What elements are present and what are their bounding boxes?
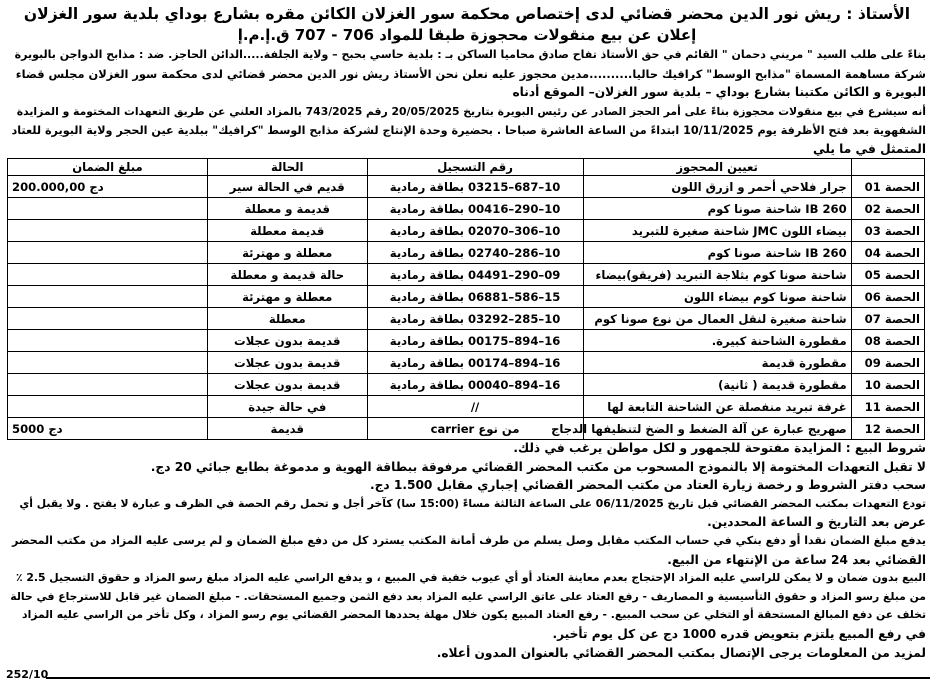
item-cell: IB 260 شاحنة صونا كوم xyxy=(583,198,851,220)
footer xyxy=(6,668,930,682)
guarantee-cell xyxy=(8,286,208,308)
condition-cell: في حالة جيدة xyxy=(207,396,367,418)
guarantee-cell xyxy=(8,220,208,242)
terms-line: لا تقبل التعهدات المختومة إلا بالنموذج المسحوب من مكتب المحضر القضائي مرفوقة ببطاقة الهوية و مدموغة بطابع جبائي 20 دج. xyxy=(150,459,926,474)
terms-line: عرض بعد التاريخ و الساعة المحددين. xyxy=(707,515,926,530)
terms-line: من مبلغ رسو المزاد و حقوق التأسيسية و المصاريف - رفع العتاد على عاتق الراسي عليه المزاد بعد دفع الثمن وجميع المستحقات. - مبلغ الضمان غير قابل للاسترجاع في حالة xyxy=(10,589,926,603)
header-guarantee: مبلغ الضمان xyxy=(8,159,208,176)
lot-cell: الحصة 04 xyxy=(851,242,924,264)
table-row xyxy=(8,242,925,264)
header-lot xyxy=(851,159,924,176)
registration-cell: // xyxy=(367,396,583,418)
item-cell: شاحنة صونا كوم بيضاء اللون xyxy=(583,286,851,308)
publication-code: 252/10 xyxy=(6,668,49,681)
item-cell: مقطورة قديمة xyxy=(583,352,851,374)
table-row xyxy=(8,374,925,396)
item-cell: غرفة تبريد منفصلة عن الشاحنة التابعة لها xyxy=(583,396,851,418)
condition-cell: قديمة و معطلة xyxy=(207,198,367,220)
item-cell: IB 260 شاحنة صونا كوم xyxy=(583,242,851,264)
guarantee-cell xyxy=(8,198,208,220)
registration-cell: 10–290–00416 بطاقة رمادية xyxy=(367,198,583,220)
lot-cell: الحصة 06 xyxy=(851,286,924,308)
item-cell: جرار فلاحي أحمر و ازرق اللون xyxy=(583,176,851,198)
table-row xyxy=(8,198,925,220)
terms-line: يدفع مبلغ الضمان نقدا أو دفع بنكي في حساب المكتب مقابل وصل يسلم من طرف أمانة المكتب يسترد كل من دفع مبلغ الضمان و لم يرسى عليه المزاد من مكتب المحضر xyxy=(12,533,926,547)
declaration-line: أنه سيشرع في بيع منقولات محجوزة بناءً على أمر الحجز الصادر عن رئيس البويرة بتاريخ 20/05/2025 رقم 743/2025 بالمزاد العلني عن طريق التعهدات المختومة و المزايدة xyxy=(16,105,926,118)
declaration-line: الشفهوية بعد فتح الأظرفة يوم 10/11/2025 ابتداءً من الساعة العاشرة صباحا . بحضيرة وحدة الإنتاج لشركة مذابح الوسط "كرافيك" ببلدية عين الحجر ولاية البويرة للعتاد xyxy=(11,123,926,137)
table-row xyxy=(8,418,925,440)
registration-cell: 16–894–00040 بطاقة رمادية xyxy=(367,374,583,396)
sale-terms xyxy=(10,439,926,662)
registration-cell: 10–285–03292 بطاقة رمادية xyxy=(367,308,583,330)
terms-line: سحب دفتر الشروط و رخصة زيارة العتاد من مكتب المحضر القضائي إجباري مقابل 1.500 دج. xyxy=(369,478,926,493)
lot-cell: الحصة 12 xyxy=(851,418,924,440)
condition-cell: معطلة xyxy=(207,308,367,330)
registration-cell: 16–894–00175 بطاقة رمادية xyxy=(367,330,583,352)
table-row xyxy=(8,264,925,286)
terms-line: تخلف عن دفع المبالغ المستحقة أو التخلي عن سحب المبيع. - رفع العتاد المبيع يكون خلال مهلة يحددها المحضر القضائي يوم رسو المزاد ، وكل تأخر من الراسي عليه المزاد xyxy=(22,608,926,622)
condition-cell: قديمة بدون عجلات xyxy=(207,330,367,352)
footer-divider xyxy=(46,677,930,679)
guarantee-cell xyxy=(8,396,208,418)
table-row xyxy=(8,330,925,352)
lot-cell: الحصة 08 xyxy=(851,330,924,352)
condition-cell: قديمة بدون عجلات xyxy=(207,352,367,374)
table-row xyxy=(8,176,925,198)
guarantee-cell xyxy=(8,374,208,396)
guarantee-cell: 5000 دج xyxy=(8,418,208,440)
terms-line: في رفع المبيع يلتزم بتعويض قدره 1000 دج عن كل يوم تأخير. xyxy=(552,626,926,641)
guarantee-cell xyxy=(8,352,208,374)
guarantee-cell xyxy=(8,242,208,264)
header-registration: رقم التسجيل xyxy=(367,159,583,176)
condition-cell: قديمة بدون عجلات xyxy=(207,374,367,396)
registration-cell: 16–894–00174 بطاقة رمادية xyxy=(367,352,583,374)
terms-line: تودع التعهدات بمكتب المحضر القضائي قبل تاريخ 06/11/2025 على الساعة الثالثة مساءً (15:00 سا) كآخر أجل و تحمل رقم الحصة في الظرف و عبارة لا يفتح . ولا يقبل أي xyxy=(19,496,926,510)
registration-cell: 09–290–04491 بطاقة رمادية xyxy=(367,264,583,286)
intro-line: البويرة و الكائن مكتبنا بشارع بوداي – بلدية سور الغزلان– الموقع أدناه xyxy=(512,85,926,100)
terms-line: البيع بدون ضمان و لا يمكن للراسي عليه المزاد الإحتجاج بعدم معاينة العتاد أو أي عيوب خفية في المبيع ، و يدفع الراسي عليه المزاد مبلغ رسو المزاد و حقوق التسجيل 2.5 ٪ xyxy=(16,571,926,585)
table-row xyxy=(8,352,925,374)
header-item: تعيين المحجوز xyxy=(583,159,851,176)
terms-line: لمزيد من المعلومات يرجى الإتصال بمكتب المحضر القضائي بالعنوان المدون أعلاه. xyxy=(436,645,926,660)
item-cell: مقطورة الشاحنة كبيرة. xyxy=(583,330,851,352)
condition-cell: قديمة xyxy=(207,418,367,440)
guarantee-cell xyxy=(8,264,208,286)
item-cell: مقطورة قديمة ( ثانية) xyxy=(583,374,851,396)
lot-cell: الحصة 07 xyxy=(851,308,924,330)
item-cell: شاحنة صغيرة لنقل العمال من نوع صونا كوم xyxy=(583,308,851,330)
item-cell: صهريج عبارة عن آلة الضغط و الضخ لتنظيفها الدجاج xyxy=(583,418,851,440)
table-row xyxy=(8,308,925,330)
condition-cell: معطلة و مهترئة xyxy=(207,286,367,308)
registration-cell: 15–586–06881 بطاقة رمادية xyxy=(367,286,583,308)
registration-cell: 10–687–03215 بطاقة رمادية xyxy=(367,176,583,198)
declaration-paragraph xyxy=(10,103,926,159)
table-header-row xyxy=(8,159,925,176)
terms-line: القضائي بعد 24 ساعة من الإنتهاء من البيع. xyxy=(667,552,926,567)
registration-cell: 10–306–02070 بطاقة رمادية xyxy=(367,220,583,242)
lot-cell: الحصة 09 xyxy=(851,352,924,374)
guarantee-cell xyxy=(8,308,208,330)
lot-cell: الحصة 01 xyxy=(851,176,924,198)
condition-cell: قديم في الحالة سير xyxy=(207,176,367,198)
seized-items-table xyxy=(7,158,925,440)
condition-cell: معطلة و مهترئة xyxy=(207,242,367,264)
item-cell: شاحنة صونا كوم بثلاجة التبريد (فريقو)بيضاء xyxy=(583,264,851,286)
registration-cell: من نوع carrier xyxy=(367,418,583,440)
lot-cell: الحصة 11 xyxy=(851,396,924,418)
lot-cell: الحصة 10 xyxy=(851,374,924,396)
condition-cell: حالة قديمة و معطلة xyxy=(207,264,367,286)
terms-line: شروط البيع : المزايدة مفتوحة للجمهور و لكل مواطن يرغب في ذلك. xyxy=(513,441,926,455)
lot-cell: الحصة 03 xyxy=(851,220,924,242)
intro-paragraph xyxy=(10,46,926,102)
guarantee-cell: 200.000,00 دج xyxy=(8,176,208,198)
guarantee-cell xyxy=(8,330,208,352)
table-row xyxy=(8,396,925,418)
notice-subtitle: إعلان عن بيع منقولات محجوزة طبقا للمواد 706 - 707 ق.إ.م.إ xyxy=(237,26,697,44)
intro-line: شركة مساهمة المسماة "مذابح الوسط" كرافيك حاليا..........مدين محجوز عليه نعلن نحن الأستاذ ريش نور الدين محضر قضائي لدى محكمة سور الغزلان مجلس قضاء xyxy=(15,66,926,81)
intro-line: بناءً على طلب السيد " مريني دحمان " القائم في حق الأستاذ تفاح صادق محاميا الساكن بـ : بلدية حاسي بحبح – ولاية الجلفة.....الدائن الحاجز. ضد : مذابح الدواجن بالبويرة xyxy=(14,48,926,61)
declaration-line: المتمثل في ما يلي xyxy=(813,142,926,157)
table-row xyxy=(8,220,925,242)
lot-cell: الحصة 02 xyxy=(851,198,924,220)
lot-cell: الحصة 05 xyxy=(851,264,924,286)
item-cell: بيضاء اللون JMC شاحنة صغيرة للتبريد xyxy=(583,220,851,242)
condition-cell: قديمة معطلة xyxy=(207,220,367,242)
header-condition: الحالة xyxy=(207,159,367,176)
notice-title: الأستاذ : ريش نور الدين محضر قضائي لدى إختصاص محكمة سور الغزلان الكائن مقره بشارع بوداي بلدية سور الغزلان xyxy=(23,5,911,23)
registration-cell: 10–286–02740 بطاقة رمادية xyxy=(367,242,583,264)
table-row xyxy=(8,286,925,308)
